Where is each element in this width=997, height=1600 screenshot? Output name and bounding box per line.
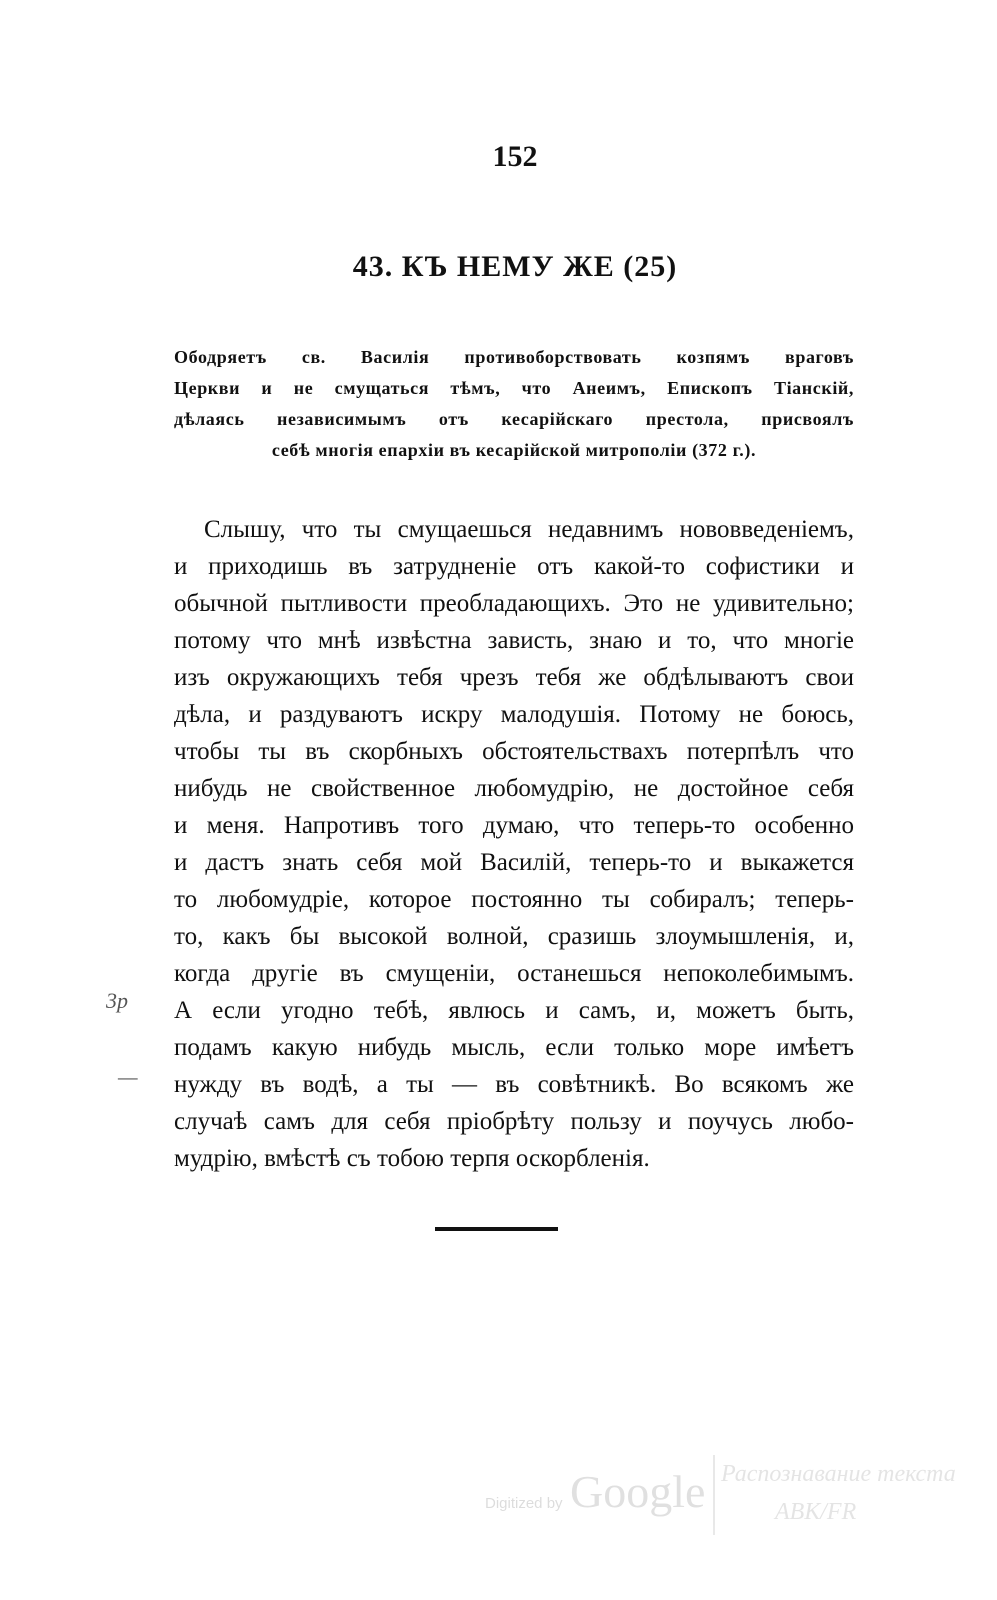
summary-line: Ободряетъ св. Василія противоборствовать козпямъ враговъ [174,347,854,367]
body-line: чтобы ты въ скорбныхъ обстоятельствахъ потерпѣлъ что [174,738,854,765]
body-line: и дастъ знать себя мой Василій, теперь-то и выкажется [174,849,854,876]
body-line: и меня. Напротивъ того думаю, что теперь-то особенно [174,812,854,839]
watermark-credit-text: АВК/FR [775,1499,857,1525]
body-line: Слышу, что ты смущаешься недавнимъ нововведеніемъ, [204,516,854,543]
body-line: обычной пытливости преобладающихъ. Это не удивительно; [174,590,854,617]
end-rule [435,1227,558,1231]
body-line: нужду въ водѣ, а ты — въ совѣтникѣ. Во всякомъ же [174,1071,854,1098]
body-line: дѣла, и раздуваютъ искру малодушія. Потому не боюсь, [174,701,854,728]
page-number: 152 [492,140,538,173]
body-line: случаѣ самъ для себя пріобрѣту пользу и поучусь любо- [174,1108,854,1135]
body-line: то, какъ бы высокой волной, сразишь злоумышленія, и, [174,923,854,950]
body-line: изъ окружающихъ тебя чрезъ тебя же обдѣлываютъ свои [174,664,854,691]
margin-note-dash: — [118,1064,138,1089]
letter-body [174,511,854,1177]
body-line: то любомудріе, которое постоянно ты собиралъ; теперь- [174,886,854,913]
body-line: когда другіе въ смущеніи, останешься непоколебимымъ. [174,960,854,987]
watermark-digitized-text: Digitized by [485,1495,563,1512]
body-line: потому что мнѣ извѣстна зависть, знаю и то, что многіе [174,627,854,654]
summary-paragraph [174,342,854,466]
letter-heading: 43. КЪ НЕМУ ЖЕ (25) [352,250,678,283]
body-line: и приходишь въ затрудненіе отъ какой-то софистики и [174,553,854,580]
margin-note-handwritten: 3р [106,988,128,1013]
summary-line: дѣлаясь независимымъ отъ кесарійскаго престола, присвоялъ [174,409,854,429]
body-line: А если угодно тебѣ, явлюсь и самъ, и, можетъ быть, [174,997,854,1024]
summary-line: Церкви и не смущаться тѣмъ, что Анеимъ, Епископъ Тіанскій, [174,378,854,398]
body-line: мудрію, вмѣстѣ съ тобою терпя оскорбленія. [174,1145,650,1172]
body-line: нибудь не свойственное любомудрію, не достойное себя [174,775,854,802]
body-line: подамъ какую нибудь мысль, если только море имѣетъ [174,1034,854,1061]
digitization-watermark [475,1455,965,1545]
watermark-google-logo: Google [570,1466,706,1517]
watermark-divider [713,1455,715,1535]
watermark-recognition-text: Распознавание текста [721,1461,956,1487]
summary-line: себѣ многія епархіи въ кесарійской митрополіи (372 г.). [271,440,757,460]
